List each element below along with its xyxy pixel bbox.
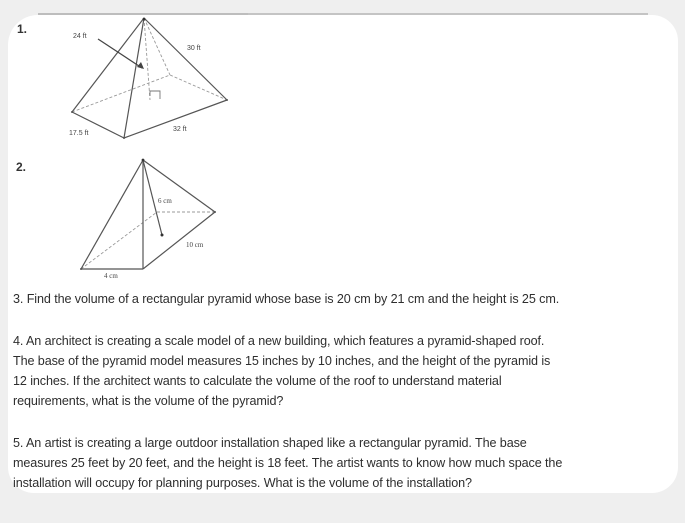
question-4-line-2: The base of the pyramid model measures 15 inches by 10 inches, and the height of the pyramid is: [13, 354, 551, 368]
question-5-line-1: 5. An artist is creating a large outdoor installation shaped like a rectangular pyramid. The base: [13, 436, 527, 450]
label-17-5ft: 17.5 ft: [69, 130, 89, 137]
question-3: [13, 289, 678, 309]
label-10cm: 10 cm: [186, 241, 204, 249]
label-24ft: 24 ft: [73, 33, 87, 40]
question-4: [13, 331, 678, 411]
label-32ft: 32 ft: [173, 126, 187, 133]
question-5-line-3: installation will occupy for planning purposes. What is the volume of the installation?: [13, 476, 472, 490]
question-3-text: 3. Find the volume of a rectangular pyramid whose base is 20 cm by 21 cm and the height is 25 cm.: [13, 292, 560, 306]
question-4-line-3: 12 inches. If the architect wants to calculate the volume of the roof to understand material: [13, 374, 502, 388]
question-5-line-2: measures 25 feet by 20 feet, and the height is 18 feet. The artist wants to know how much space the: [13, 456, 563, 470]
question-4-line-4: requirements, what is the volume of the pyramid?: [13, 394, 284, 408]
question-2-number: 2.: [16, 160, 27, 174]
question-4-line-1: 4. An architect is creating a scale model of a new building, which features a pyramid-shaped roof.: [13, 334, 545, 348]
label-30ft: 30 ft: [187, 45, 201, 52]
label-6cm: 6 cm: [158, 197, 172, 205]
label-4cm: 4 cm: [104, 272, 118, 280]
question-5: [13, 433, 678, 493]
question-1-number: 1.: [17, 22, 28, 36]
